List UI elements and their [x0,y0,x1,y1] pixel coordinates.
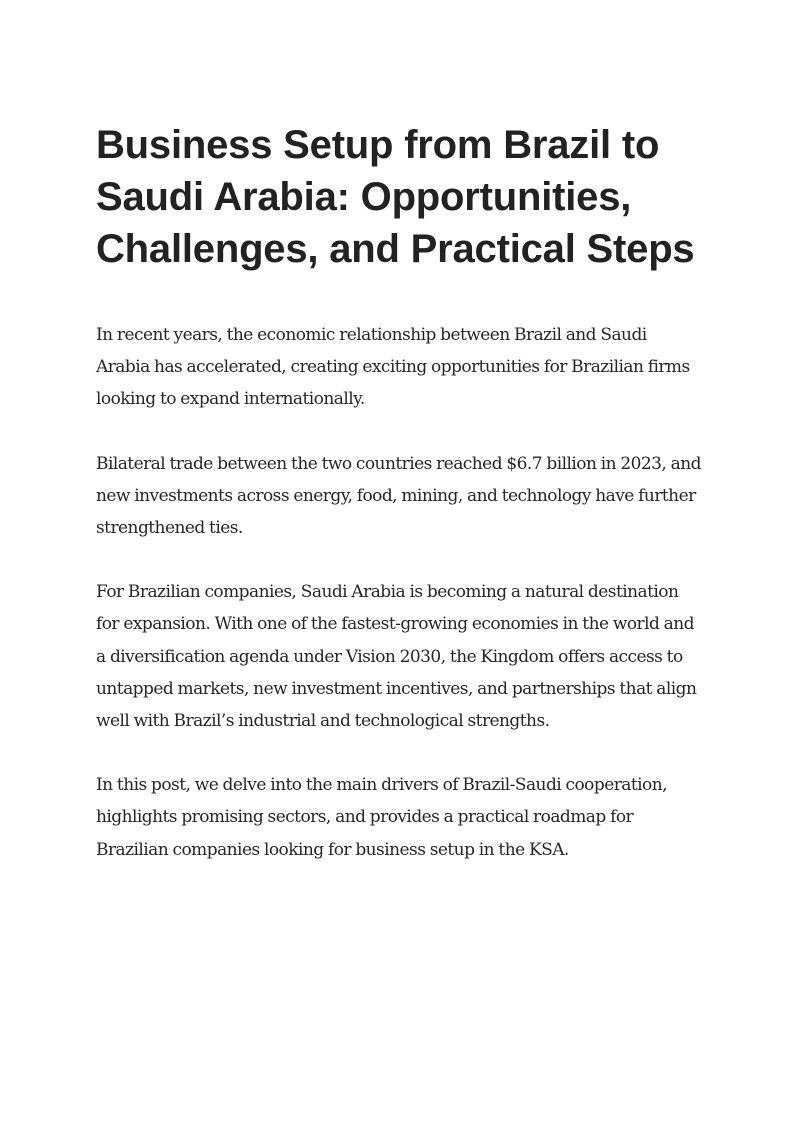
paragraph-intro: In recent years, the economic relationship between Brazil and Saudi Arabia has accelerated, creating exciting opportunities for Brazilian firms looking to expand internationally. [96,325,690,410]
document-page [96,119,701,898]
page-title: Business Setup from Brazil to Saudi Arabia: Opportunities, Challenges, and Practical Steps [96,123,695,271]
paragraph-expansion: For Brazilian companies, Saudi Arabia is becoming a natural destination for expansion. With one of the fastest-growing economies in the world and a diversification agenda under Vision 2030, the Kingdom offers access to untapped markets, new investment incentives, and partnerships that align well with Brazil’s industrial and technological strengths. [96,582,697,732]
paragraph-overview: In this post, we delve into the main drivers of Brazil-Saudi cooperation, highlights promising sectors, and provides a practical roadmap for Brazilian companies looking for business setup in the KSA. [96,775,667,860]
paragraph-trade: Bilateral trade between the two countries reached $6.7 billion in 2023, and new investments across energy, food, mining, and technology have further strengthened ties. [96,453,701,539]
article-body [96,319,701,866]
